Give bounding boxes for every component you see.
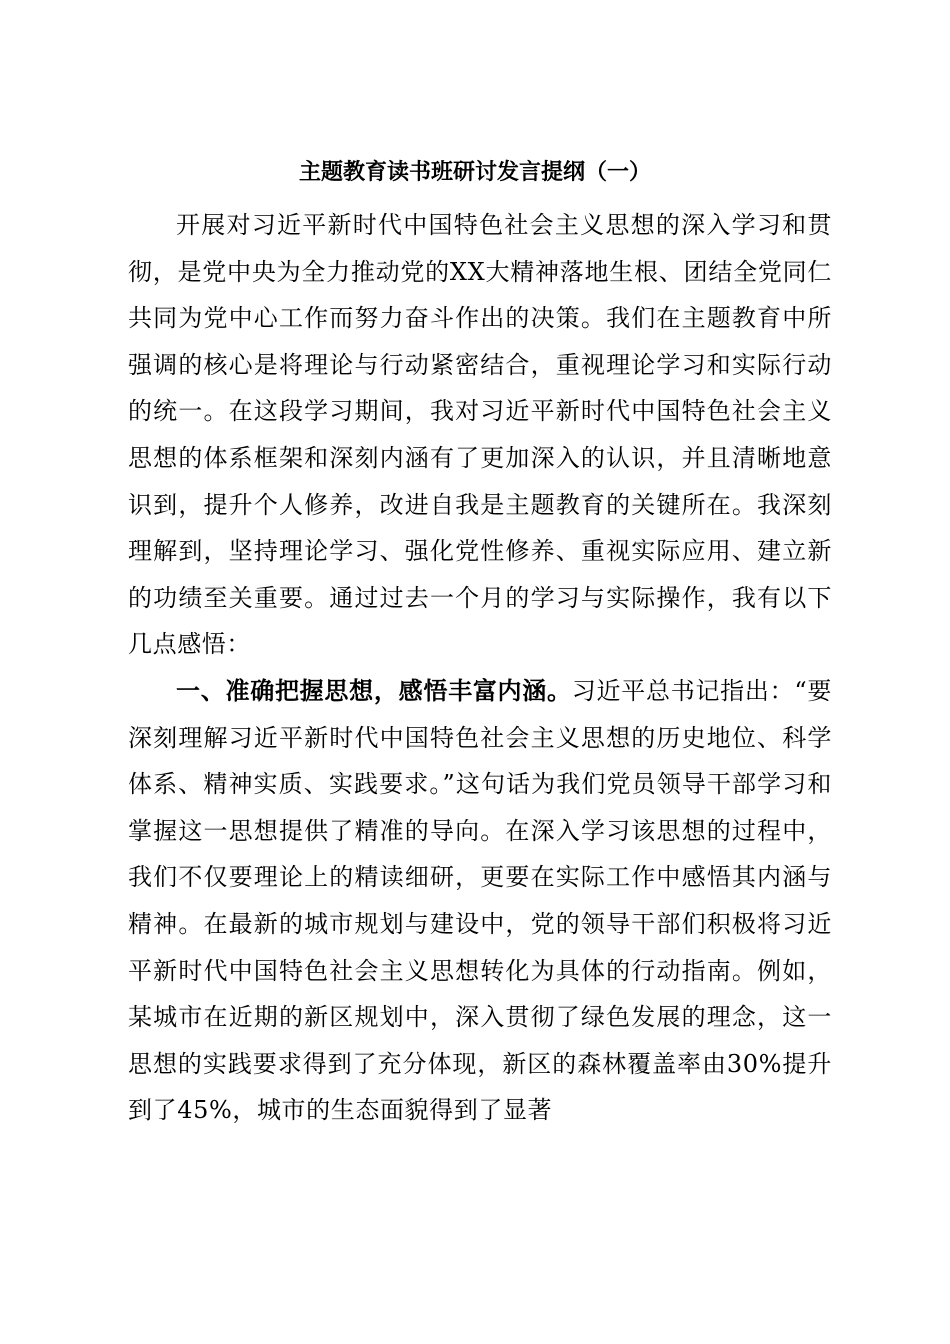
intro-paragraph [128, 202, 832, 668]
section-one-heading: 一、准确把握思想，感悟丰富内涵。 [176, 676, 572, 705]
document-body [128, 202, 832, 1134]
section-one-text: 习近平总书记指出：“要深刻理解习近平新时代中国特色社会主义思想的历史地位、科学体系、精神实质、实践要求。”这句话为我们党员领导干部学习和掌握这一思想提供了精准的导向。在深入学习该思想的过程中，我们不仅要理论上的精读细研，更要在实际工作中感悟其内涵与精神。在最新的城市规划与建设中，党的领导干部们积极将习近平新时代中国特色社会主义思想转化为具体的行动指南。例如，某城市在近期的新区规划中，深入贯彻了绿色发展的理念，这一思想的实践要求得到了充分体现，新区的森林覆盖率由30%提升到了45%，城市的生态面貌得到了显著 [128, 676, 832, 1125]
document-title: 主题教育读书班研讨发言提纲（一） [298, 159, 651, 185]
section-one-paragraph [128, 668, 832, 1134]
intro-paragraph-text: 开展对习近平新时代中国特色社会主义思想的深入学习和贯彻，是党中央为全力推动党的XX大精神落地生根、团结全党同仁共同为党中心工作而努力奋斗作出的决策。我们在主题教育中所强调的核心是将理论与行动紧密结合，重视理论学习和实际行动的统一。在这段学习期间，我对习近平新时代中国特色社会主义思想的体系框架和深刻内涵有了更加深入的认识，并且清晰地意识到，提升个人修养，改进自我是主题教育的关键所在。我深刻理解到，坚持理论学习、强化党性修养、重视实际应用、建立新的功绩至关重要。通过过去一个月的学习与实际操作，我有以下几点感悟： [128, 211, 832, 659]
